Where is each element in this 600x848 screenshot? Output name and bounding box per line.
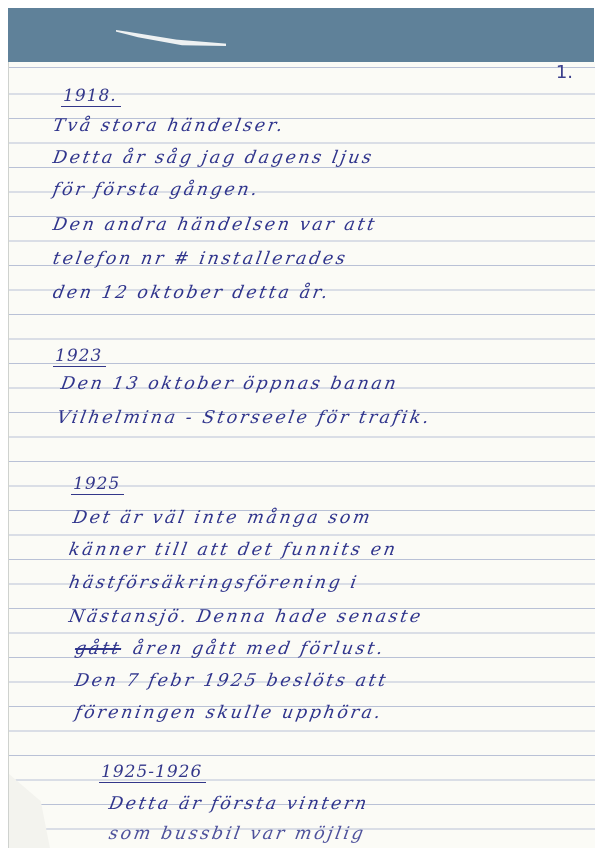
entry-line: känner till att det funnits en (67, 540, 400, 560)
entry-line: Detta år såg jag dagens ljus (51, 148, 376, 168)
entry-line: åren gått med förlust. (131, 639, 387, 659)
notebook-cover (8, 8, 594, 64)
struck-word: gått (73, 639, 123, 659)
entry-line: Två stora händelser. (51, 116, 287, 136)
entry-line: Vilhelmina - Storseele för trafik. (55, 408, 433, 428)
entry-year: 1918. (61, 86, 121, 107)
entry-line: föreningen skulle upphöra. (73, 703, 385, 723)
entry-year: 1925-1926 (99, 762, 206, 783)
entry-line: Den 7 febr 1925 beslöts att (73, 671, 390, 691)
entry-line: som bussbil var möjlig (107, 824, 368, 844)
entry-line: hästförsäkringsförening i (67, 573, 361, 593)
folded-page-corner (9, 774, 62, 848)
entry-line: den 12 oktober detta år. (51, 283, 332, 303)
notebook-page (8, 62, 595, 848)
entry-line: Den andra händelsen var att (51, 215, 379, 235)
entry-line: telefon nr # installerades (51, 249, 350, 269)
torn-paper-strip (116, 30, 226, 46)
entry-line: Den 13 oktober öppnas banan (59, 374, 401, 394)
entry-line: för första gången. (51, 180, 262, 200)
entry-year: 1925 (71, 474, 124, 495)
entry-line: Det är väl inte många som (71, 508, 375, 528)
entry-line: Detta är första vintern (107, 794, 371, 814)
entry-line: Nästansjö. Denna hade senaste (67, 607, 425, 627)
entry-year: 1923 (53, 346, 106, 367)
page-number: 1. (555, 62, 573, 83)
